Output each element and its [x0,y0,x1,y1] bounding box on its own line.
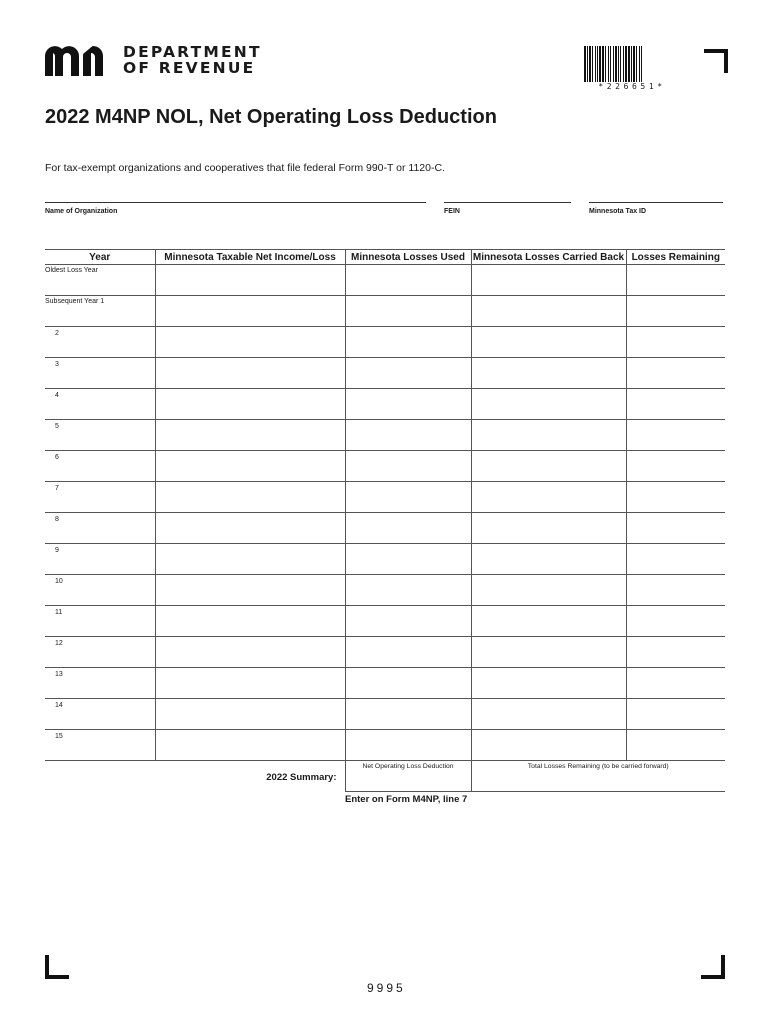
row-label: 7 [55,485,59,492]
barcode-bar [623,46,624,82]
barcode-bar [636,46,637,82]
cell-losses-carried-back[interactable] [471,637,626,668]
barcode-bar [584,46,586,82]
barcode-bar [589,46,591,82]
form-code: 9995 [367,981,406,995]
cell-year [45,451,155,482]
cell-year [45,637,155,668]
cell-taxable-net-income[interactable] [155,296,345,327]
cell-year [45,358,155,389]
cell-taxable-net-income[interactable] [155,265,345,296]
cell-taxable-net-income[interactable] [155,575,345,606]
cell-losses-remaining[interactable] [626,575,725,606]
row-label: 9 [55,547,59,554]
cell-losses-carried-back[interactable] [471,575,626,606]
cell-year [45,265,155,296]
cell-year [45,606,155,637]
logo-line-2: OF REVENUE [123,59,256,77]
cell-losses-remaining[interactable] [626,544,725,575]
cell-losses-carried-back[interactable] [471,389,626,420]
table-row [45,482,725,513]
barcode-bar [610,46,611,82]
row-label: Oldest Loss Year [45,267,98,274]
barcode-bar [599,46,601,82]
cell-taxable-net-income[interactable] [155,358,345,389]
table-row [45,296,725,327]
cell-year [45,420,155,451]
row-label: 10 [55,578,63,585]
cell-year [45,544,155,575]
col-header-taxable-net-income: Minnesota Taxable Net Income/Loss [155,250,345,265]
cell-year [45,296,155,327]
cell-year [45,513,155,544]
cell-taxable-net-income[interactable] [155,513,345,544]
mn-revenue-logo [45,44,262,76]
cell-year [45,389,155,420]
mn-tax-id-field[interactable] [589,202,723,215]
fein-field[interactable] [444,202,571,215]
cell-taxable-net-income[interactable] [155,327,345,358]
cell-year [45,327,155,358]
row-label: 12 [55,640,63,647]
row-label: 8 [55,516,59,523]
col-header-losses-remaining: Losses Remaining [626,250,725,265]
table-row [45,730,725,761]
cell-losses-remaining[interactable] [626,513,725,544]
cell-losses-remaining[interactable] [626,451,725,482]
table-row [45,389,725,420]
table-row [45,265,725,296]
cell-year [45,699,155,730]
table-row [45,668,725,699]
barcode-bar [625,46,627,82]
logo-line-1: DEPARTMENT [123,43,262,61]
form-title: 2022 M4NP NOL, Net Operating Loss Deduction [45,106,497,128]
summary-label: 2022 Summary: [266,772,337,784]
cell-losses-carried-back[interactable] [471,420,626,451]
corner-mark-top-right [704,49,728,73]
row-label: 13 [55,671,63,678]
table-header-row [45,250,725,265]
cell-losses-used[interactable] [345,265,471,296]
barcode-bar [595,46,596,82]
cell-taxable-net-income[interactable] [155,606,345,637]
form-subtitle: For tax-exempt organizations and cooperatives that file federal Form 990-T or 1120-C. [45,162,445,174]
nol-deduction-label: Net Operating Loss Deduction [362,763,454,770]
cell-losses-used[interactable] [345,699,471,730]
barcode-bar [628,46,630,82]
cell-losses-remaining[interactable] [626,296,725,327]
table-row [45,544,725,575]
barcode-text: *226651* [598,82,666,91]
cell-losses-remaining[interactable] [626,482,725,513]
cell-taxable-net-income[interactable] [155,668,345,699]
barcode-bar [641,46,642,82]
cell-losses-remaining[interactable] [626,420,725,451]
cell-losses-used[interactable] [345,668,471,699]
barcode-bar [592,46,593,82]
cell-losses-used[interactable] [345,730,471,761]
nol-table [45,249,725,792]
nol-deduction-cell[interactable] [345,761,471,792]
table-row [45,637,725,668]
fein-label: FEIN [444,208,460,215]
row-label: 2 [55,330,59,337]
barcode-bar [620,46,621,82]
cell-losses-remaining[interactable] [626,730,725,761]
cell-losses-carried-back[interactable] [471,668,626,699]
cell-losses-carried-back[interactable] [471,327,626,358]
cell-taxable-net-income[interactable] [155,699,345,730]
cell-losses-remaining[interactable] [626,606,725,637]
cell-losses-carried-back[interactable] [471,730,626,761]
barcode [584,46,680,91]
barcode-bar [602,46,604,82]
mn-logo-icon [45,44,115,76]
cell-losses-carried-back[interactable] [471,699,626,730]
cell-taxable-net-income[interactable] [155,544,345,575]
table-row [45,451,725,482]
cell-year [45,575,155,606]
summary-label-cell [45,761,345,792]
total-losses-remaining-label: Total Losses Remaining (to be carried forward) [527,763,669,770]
cell-losses-remaining[interactable] [626,265,725,296]
cell-losses-carried-back[interactable] [471,358,626,389]
cell-losses-used[interactable] [345,451,471,482]
cell-losses-carried-back[interactable] [471,606,626,637]
cell-losses-carried-back[interactable] [471,544,626,575]
cell-losses-used[interactable] [345,420,471,451]
cell-losses-used[interactable] [345,637,471,668]
table-row [45,327,725,358]
cell-losses-remaining[interactable] [626,699,725,730]
mn-tax-id-label: Minnesota Tax ID [589,208,647,215]
row-label: 6 [55,454,59,461]
barcode-bars [584,46,680,82]
table-row [45,420,725,451]
cell-losses-used[interactable] [345,327,471,358]
cell-taxable-net-income[interactable] [155,451,345,482]
row-label: 14 [55,702,63,709]
row-label: 11 [55,609,63,616]
cell-losses-remaining[interactable] [626,327,725,358]
org-name-label: Name of Organization [45,208,118,215]
barcode-bar [639,46,640,82]
col-header-losses-carried-back: Minnesota Losses Carried Back [472,251,625,263]
enter-on-form-note: Enter on Form M4NP, line 7 [345,794,468,805]
cell-losses-used[interactable] [345,296,471,327]
cell-losses-remaining[interactable] [626,637,725,668]
barcode-bar [633,46,635,82]
cell-losses-used[interactable] [345,544,471,575]
cell-taxable-net-income[interactable] [155,389,345,420]
cell-losses-carried-back[interactable] [471,265,626,296]
cell-losses-used[interactable] [345,358,471,389]
col-header-year: Year [45,250,155,265]
cell-losses-carried-back[interactable] [471,451,626,482]
cell-losses-remaining[interactable] [626,389,725,420]
cell-losses-used[interactable] [345,575,471,606]
row-label: 3 [55,361,59,368]
cell-losses-remaining[interactable] [626,668,725,699]
barcode-bar [613,46,614,82]
col-header-losses-used: Minnesota Losses Used [345,250,471,265]
barcode-bar [615,46,617,82]
cell-year [45,482,155,513]
table-row [45,699,725,730]
cell-year [45,668,155,699]
summary-row [45,761,725,792]
table-row [45,513,725,544]
barcode-bar [618,46,619,82]
cell-taxable-net-income[interactable] [155,730,345,761]
cell-losses-remaining[interactable] [626,358,725,389]
org-name-field[interactable] [45,202,426,215]
cell-taxable-net-income[interactable] [155,482,345,513]
row-label: 4 [55,392,59,399]
cell-losses-used[interactable] [345,389,471,420]
cell-taxable-net-income[interactable] [155,637,345,668]
cell-losses-used[interactable] [345,606,471,637]
cell-year [45,730,155,761]
row-label: 5 [55,423,59,430]
table-row [45,575,725,606]
barcode-bar [631,46,632,82]
corner-mark-bottom-left [45,955,69,979]
barcode-bar [587,46,588,82]
total-losses-remaining-cell[interactable] [471,761,725,792]
cell-taxable-net-income[interactable] [155,420,345,451]
cell-losses-carried-back[interactable] [471,296,626,327]
barcode-bar [597,46,598,82]
cell-losses-carried-back[interactable] [471,482,626,513]
corner-mark-bottom-right [701,955,725,979]
cell-losses-used[interactable] [345,513,471,544]
table-row [45,358,725,389]
barcode-bar [605,46,606,82]
department-of-revenue-wordmark [123,44,262,76]
cell-losses-used[interactable] [345,482,471,513]
barcode-bar [608,46,609,82]
table-row [45,606,725,637]
table-body [45,265,725,792]
row-label: 15 [55,733,63,740]
cell-losses-carried-back[interactable] [471,513,626,544]
row-label: Subsequent Year 1 [45,298,105,305]
